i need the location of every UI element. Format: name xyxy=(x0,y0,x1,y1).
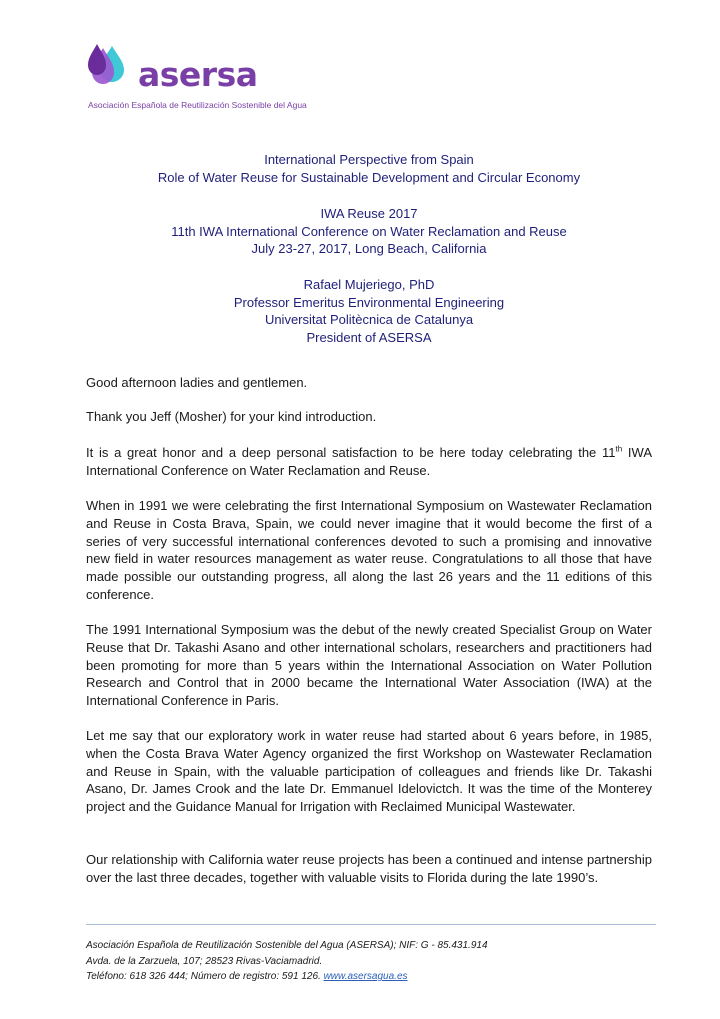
conference-dates: July 23-27, 2017, Long Beach, California xyxy=(251,241,487,257)
paragraph-greeting: Good afternoon ladies and gentlemen. xyxy=(86,375,308,390)
conference-full-name: 11th IWA International Conference on Water Reclamation and Reuse xyxy=(171,223,567,239)
paragraph-1985: Let me say that our exploratory work in water reuse had started about 6 years before, in 1985, when the Costa Brava Water Agency organized the first Workshop on Wastewater Reclamation and Reuse in Spain, with the valuable participation of colleagues and friends like Dr. Takashi Asano, Dr. James Crook and the late Dr. Emmanuel Idelovictch. It was the time of the Monterey project and the Guidance Manual for Irrigation with Reclaimed Municipal Wastewater. xyxy=(86,728,652,815)
paragraph-honor: It is a great honor and a deep personal satisfaction to be here today celebrating the 11th IWA International Conference on Water Reclamation and Reuse. xyxy=(86,444,652,478)
paragraph-california: Our relationship with California water reuse projects has been a continued and intense partnership over the last three decades, together with valuable visits to Florida during the late 1990’s. xyxy=(86,852,652,885)
speaker-role: President of ASERSA xyxy=(306,329,432,345)
conference-name: IWA Reuse 2017 xyxy=(320,206,418,221)
speaker-name: Rafael Mujeriego, PhD xyxy=(303,277,435,292)
paragraph-thanks: Thank you Jeff (Mosher) for your kind introduction. xyxy=(86,409,377,424)
speaker-title: Professor Emeritus Environmental Engineering xyxy=(233,294,505,310)
paragraph-1991: When in 1991 we were celebrating the first International Symposium on Wastewater Reclamation and Reuse in Costa Brava, Spain, we could never imagine that it would become the first of a series of very successful international conferences devoted to such a promising and innovative new field in water resources management as water reuse. Congratulations to all those that have made possible our outstanding progress, all along the last 26 years and the 11 editions of this conference. xyxy=(86,498,652,602)
logo-tagline: Asociación Española de Reutilización Sostenible del Agua xyxy=(88,100,307,110)
footer-line-address: Avda. de la Zarzuela, 107; 28523 Rivas-Vaciamadrid. xyxy=(86,955,323,967)
asersa-logo xyxy=(88,42,307,110)
speaker-block xyxy=(86,276,652,346)
title-line-1: International Perspective from Spain xyxy=(264,152,474,167)
footer-line-contact: Teléfono: 618 326 444; Número de registro: 591 126. www.asersagua.es xyxy=(86,971,408,982)
footer-divider xyxy=(86,924,656,925)
website-link[interactable]: www.asersagua.es xyxy=(323,971,408,982)
logo-wordmark: asersa xyxy=(138,55,258,94)
conference-block xyxy=(86,205,652,258)
title-line-2: Role of Water Reuse for Sustainable Development and Circular Economy xyxy=(157,169,581,185)
footer xyxy=(86,938,488,985)
footer-line-association: Asociación Española de Reutilización Sostenible del Agua (ASERSA); NIF: G - 85.431.914 xyxy=(86,940,488,951)
title-block xyxy=(86,151,652,186)
speaker-university: Universitat Politècnica de Catalunya xyxy=(264,312,474,328)
water-drops-icon xyxy=(88,42,138,92)
paragraph-symposium: The 1991 International Symposium was the debut of the newly created Specialist Group on Water Reuse that Dr. Takashi Asano and other international scholars, researchers and practitioners had been promoting for more than 5 years within the International Association on Water Pollution Research and Control that in 2000 became the International Water Association (IWA) at the International Conference in Paris. xyxy=(86,622,652,709)
